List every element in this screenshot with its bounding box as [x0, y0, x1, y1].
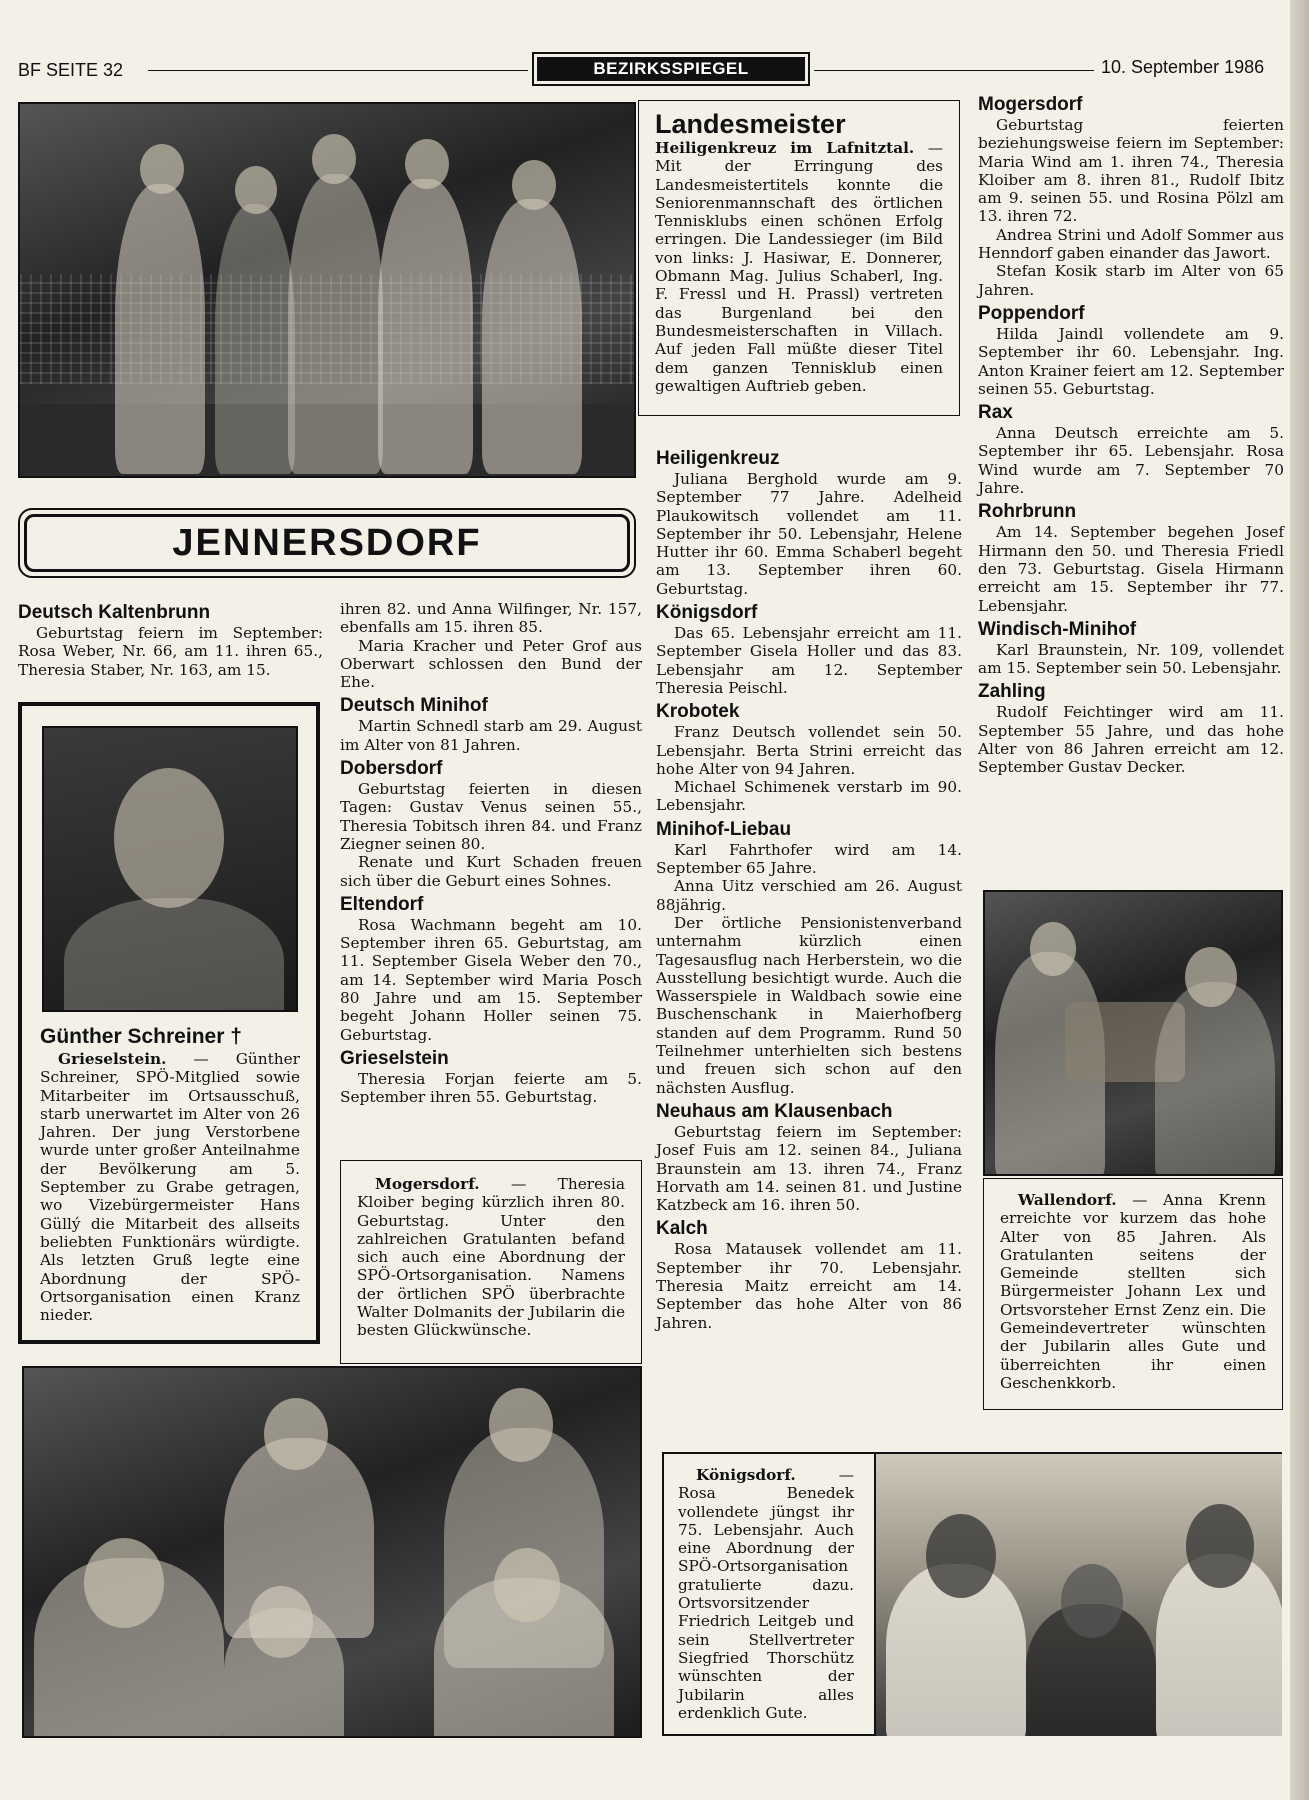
masthead	[18, 52, 1283, 88]
landesmeister-title: Landesmeister	[655, 109, 846, 139]
wallendorf-photo	[983, 890, 1283, 1176]
section-title: JENNERSDORF	[172, 522, 482, 564]
text-koenigsdorf: Das 65. Lebensjahr erreicht am 11. September Gisela Holler und das 83. Lebensjahr am 12. September Theresia Peischl.	[656, 624, 962, 697]
koenigsdorf-box-text	[678, 1466, 854, 1722]
obituary-title: Günther Schreiner †	[40, 1025, 242, 1048]
heading-zahling: Zahling	[978, 681, 1046, 703]
text-eltendorf: Rosa Wachmann begeht am 10. September ihren 65. Geburtstag, am 11. September Gisela Weber den 70., am 14. September wird Maria Posch 80 Jahre und am 15. September begeht Johann Holler seinen 75. Geburtstag.	[340, 915, 642, 1044]
koenigsdorf-box-body: — Rosa Benedek vollendete jüngst ihr 75. Lebensjahr. Auch eine Abordnung der SPÖ-Ortsorganisation gratulierte dazu. Ortsvorsitzender Friedrich Leitgeb und sein Stellvertreter Siegfried Thorschütz wünschten der Jubilarin alles erdenklich Gute.	[678, 1466, 854, 1722]
column-2	[340, 600, 642, 1107]
mogersdorf-box-text	[357, 1175, 625, 1340]
wallendorf-box-lead: Wallendorf.	[1018, 1191, 1117, 1209]
text-krobotek-1: Franz Deutsch vollendet sein 50. Lebensjahr. Berta Strini erreicht das hohe Alter von 94 Jahren.	[656, 723, 962, 778]
text-windisch-minihof: Karl Braunstein, Nr. 109, vollendet am 15. September sein 50. Lebensjahr.	[978, 640, 1284, 678]
obituary-box	[18, 702, 320, 1344]
koenigsdorf-box	[662, 1452, 1282, 1736]
obituary-lead: Grieselstein.	[58, 1050, 167, 1068]
text-dobersdorf-2: Renate und Kurt Schaden freuen sich über die Geburt eines Sohnes.	[340, 853, 642, 890]
portrait-photo	[42, 726, 298, 1012]
masthead-title: BEZIRKSSPIEGEL	[537, 57, 805, 81]
text-mogersdorf-2: Andrea Strini und Adolf Sommer aus Henndorf gaben einander das Jawort.	[978, 225, 1284, 263]
obituary-text	[40, 1050, 300, 1324]
page-number: BF SEITE 32	[18, 60, 124, 80]
text-zahling: Rudolf Feichtinger wird am 11. September 55 Jahre, und das hohe Alter von 86 Jahren erreicht am 12. September Gustav Decker.	[978, 703, 1284, 777]
text-heiligenkreuz: Juliana Berghold wurde am 9. September 77 Jahre. Adelheid Plaukowitsch vollendet am 11. September ihr 50. Lebensjahr, Helene Hutter ihr 60. Emma Schaberl begeht am 13. September ihren 60. Geburtstag.	[656, 470, 962, 598]
text-marriage: Maria Kracher und Peter Grof aus Oberwart schlossen den Bund der Ehe.	[340, 636, 642, 692]
column-3	[656, 444, 962, 1332]
obituary-body: — Günther Schreiner, SPÖ-Mitglied sowie Mitarbeiter im Ortsausschuß, starb unerwartet im Alter von 26 Jahren. Der jung Verstorbene wurde unter großer Anteilnahme der Bevölkerung am 5. September zu Grabe getragen, wo Vizebürgermeister Hans Güllý die Mitarbeit des allseits beliebten Funktionärs würdigte. Als letzten Gruß legte eine Abordnung der SPÖ-Ortsorganisation einen Kranz nieder.	[40, 1050, 300, 1325]
heading-kalch: Kalch	[656, 1218, 708, 1240]
text-kalch: Rosa Matausek vollendet am 11. September ihr 70. Lebensjahr. Theresia Maitz erreicht am 14. September das hohe Alter von 86 Jahren.	[656, 1240, 962, 1332]
text-krobotek-2: Michael Schimenek verstarb im 90. Lebensjahr.	[656, 778, 962, 815]
issue-date: 10. September 1986	[1101, 57, 1265, 77]
text-rohrbrunn: Am 14. September begehen Josef Hirmann den 50. und Theresia Friedl den 73. Geburtstag. Gisela Hirmann erreicht am 15. September ihr 77. Lebensjahr.	[978, 523, 1284, 615]
text-mogersdorf-1: Geburtstag feierten beziehungsweise feiern im September: Maria Wind am 1. ihren 74., Theresia Kloiber am 8. ihren 81., Rudolf Ibitz am 9. seinen 55. und Rosina Pölzl am 13. ihren 72.	[978, 116, 1284, 226]
masthead-rule-right	[814, 70, 1094, 71]
heading-eltendorf: Eltendorf	[340, 893, 424, 915]
text-grieselstein: Theresia Forjan feierte am 5. September ihren 55. Geburtstag.	[340, 1069, 642, 1107]
text-deutsch-kaltenbrunn: Geburtstag feiern im September: Rosa Weber, Nr. 66, am 11. ihren 65., Theresia Staber, Nr. 163, am 15.	[18, 624, 323, 679]
heading-koenigsdorf: Königsdorf	[656, 602, 758, 624]
heading-poppendorf: Poppendorf	[978, 302, 1085, 324]
masthead-banner	[532, 52, 810, 86]
group-photo	[22, 1366, 642, 1738]
heading-mogersdorf: Mogersdorf	[978, 94, 1083, 115]
landesmeister-body: — Mit der Erringung des Landesmeistertitels konnte die Seniorenmannschaft des örtlichen Tennisklubs einen schönen Erfolg erringen. Die Landessieger (im Bild von links: J. Hasiwar, E. Donnerer, Obmann Mag. Julius Schaberl, Ing. F. Fressl und H. Prassl) vertreten das Burgenland bei den Bundesmeisterschaften in Villach. Auf jeden Fall müßte dieser Titel dem ganzen Tennisklub einen gewaltigen Auftrieb geben.	[655, 139, 943, 395]
heading-windisch-minihof: Windisch-Minihof	[978, 618, 1137, 640]
section-banner	[18, 508, 636, 578]
mogersdorf-box	[340, 1160, 642, 1364]
heading-dobersdorf: Dobersdorf	[340, 758, 443, 780]
landesmeister-article	[638, 100, 960, 416]
heading-minihof-liebau: Minihof-Liebau	[656, 818, 792, 840]
heading-deutsch-minihof: Deutsch Minihof	[340, 695, 488, 717]
column-1	[18, 598, 323, 679]
heading-rax: Rax	[978, 402, 1013, 424]
heading-grieselstein: Grieselstein	[340, 1047, 449, 1069]
heading-deutsch-kaltenbrunn: Deutsch Kaltenbrunn	[18, 602, 211, 623]
wallendorf-box-text	[1000, 1191, 1266, 1392]
landesmeister-lead: Heiligenkreuz im Lafnitztal.	[655, 139, 915, 157]
mogersdorf-box-body: — Theresia Kloiber beging kürzlich ihren 80. Geburtstag. Unter den zahlreichen Gratulanten befand sich auch eine Abordnung der SPÖ-Ortsorganisation. Namens der örtlichen SPÖ überbrachte Walter Dolmanits der Jubilarin die besten Glückwünsche.	[357, 1175, 625, 1340]
text-deutsch-minihof: Martin Schnedl starb am 29. August im Alter von 81 Jahren.	[340, 717, 642, 754]
text-neuhaus: Geburtstag feiern im September: Josef Fuis am 12. seinen 84., Juliana Braunstein am 13. ihren 74., Franz Horvath am 14. seinen 81. und Justine Katzbeck am 16. ihren 50.	[656, 1122, 962, 1215]
text-minihof-liebau-2: Anna Uitz verschied am 26. August 88jährig.	[656, 877, 962, 914]
koenigsdorf-photo	[874, 1454, 1282, 1736]
text-poppendorf: Hilda Jaindl vollendete am 9. September ihr 60. Lebensjahr. Ing. Anton Krainer feiert am 12. September seinen 55. Geburtstag.	[978, 324, 1284, 398]
text-rax: Anna Deutsch erreichte am 5. September ihr 65. Lebensjahr. Rosa Wind wurde am 7. September 70 Jahre.	[978, 424, 1284, 498]
text-mogersdorf-3: Stefan Kosik starb im Alter von 65 Jahren.	[978, 262, 1284, 299]
mogersdorf-box-lead: Mogersdorf.	[375, 1175, 480, 1193]
tennis-team-photo	[18, 102, 636, 478]
page-edge	[1290, 0, 1309, 1800]
text-minihof-liebau-3: Der örtliche Pensionistenverband unternahm kürzlich einen Tagesausflug nach Herberstein, wo die Ausstellung besichtigt wurde. Auch die Wasserspiele in Waldbach sowie eine Buschenschank in Maierhofberg standen auf dem Programm. Rund 50 Teilnehmer unterhielten sich bestens und freuen sich schon auf den nächsten Ausflug.	[656, 913, 962, 1097]
text-minihof-liebau-1: Karl Fahrthofer wird am 14. September 65 Jahre.	[656, 840, 962, 878]
heading-krobotek: Krobotek	[656, 701, 740, 723]
landesmeister-text	[655, 139, 943, 395]
heading-neuhaus: Neuhaus am Klausenbach	[656, 1100, 893, 1122]
column-4	[978, 94, 1284, 777]
masthead-rule-left	[148, 70, 528, 71]
wallendorf-box-body: — Anna Krenn erreichte vor kurzem das hohe Alter von 85 Jahren. Als Gratulanten seitens der Gemeinde stellten sich Bürgermeister Johann Lex und Ortsvorsteher Ernst Zenz ein. Die Gemeindevertreter wünschten der Jubilarin alles Gute und überreichten ihr einen Geschenkkorb.	[1000, 1191, 1266, 1392]
heading-heiligenkreuz: Heiligenkreuz	[656, 448, 780, 469]
wallendorf-box	[983, 1178, 1283, 1410]
koenigsdorf-box-lead: Königsdorf.	[696, 1466, 796, 1484]
text-dobersdorf-1: Geburtstag feierten in diesen Tagen: Gustav Venus seinen 55., Theresia Tobitsch ihren 84. und Franz Ziegner seinen 80.	[340, 780, 642, 853]
heading-rohrbrunn: Rohrbrunn	[978, 501, 1077, 523]
text-continued: ihren 82. und Anna Wilfinger, Nr. 157, ebenfalls am 15. ihren 85.	[340, 600, 642, 637]
